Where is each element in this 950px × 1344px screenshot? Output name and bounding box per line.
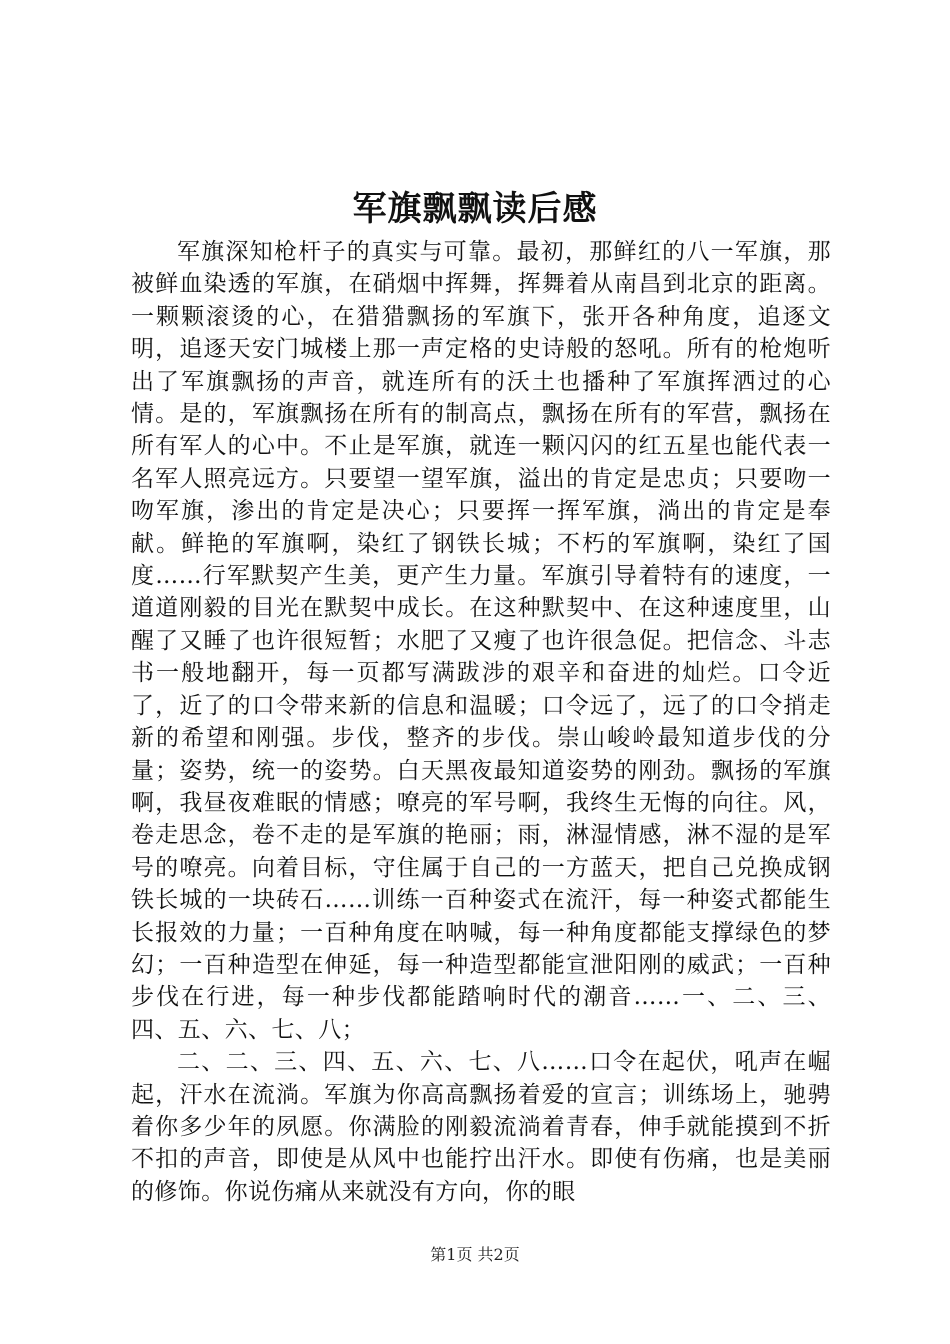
paragraph-1: 军旗深知枪杆子的真实与可靠。最初，那鲜红的八一军旗，那被鲜血染透的军旗，在硝烟中挥舞，挥舞着从南昌到北京的距离。一颗颗滚烫的心，在猎猎飘扬的军旗下，张开各种角度，追逐文明，追逐天安门城楼上那一声定格的史诗般的怒吼。所有的枪炮听出了军旗飘扬的声音，就连所有的沃土也播种了军旗挥洒过的心情。是的，军旗飘扬在所有的制高点，飘扬在所有的军营，飘扬在所有军人的心中。不止是军旗，就连一颗闪闪的红五星也能代表一名军人照亮远方。只要望一望军旗，溢出的肯定是忠贞；只要吻一吻军旗，渗出的肯定是决心；只要挥一挥军旗，淌出的肯定是奉献。鲜艳的军旗啊，染红了钢铁长城；不朽的军旗啊，染红了国度……行军默契产生美，更产生力量。军旗引导着特有的速度，一道道刚毅的目光在默契中成长。在这种默契中、在这种速度里，山醒了又睡了也许很短暂；水肥了又瘦了也许很急促。把信念、斗志书一般地翻开，每一页都写满跋涉的艰辛和奋进的灿烂。口令近了，近了的口令带来新的信息和温暖；口令远了，远了的口令捎走新的希望和刚强。步伐，整齐的步伐。崇山峻岭最知道步伐的分量；姿势，统一的姿势。白天黑夜最知道姿势的刚劲。飘扬的军旗啊，我昼夜难眠的情感；嘹亮的军号啊，我终生无悔的向往。风，卷走思念，卷不走的是军旗的艳丽；雨，淋湿情感，淋不湿的是军号的嘹亮。向着目标，守住属于自己的一方蓝天，把自己兑换成钢铁长城的一块砖石……训练一百种姿式在流汗，每一种姿式都能生长报效的力量；一百种角度在呐喊，每一种角度都能支撑绿色的梦幻；一百种造型在伸延，每一种造型都能宣泄阳刚的威武；一百种步伐在行进，每一种步伐都能踏响时代的潮音……一、二、三、四、五、六、七、八； bbox=[131, 239, 831, 1043]
paragraph-2: 二、二、三、四、五、六、七、八……口令在起伏，吼声在崛起，汗水在流淌。军旗为你高高飘扬着爱的宣言；训练场上，驰骋着你多少年的夙愿。你满脸的刚毅流淌着青春，伸手就能摸到不折不扣的声音，即使是从风中也能拧出汗水。即使有伤痛，也是美丽的修饰。你说伤痛从来就没有方向，你的眼 bbox=[131, 1049, 831, 1205]
page-number-footer: 第1页 共2页 bbox=[430, 1245, 520, 1264]
document-title: 军旗飘飘读后感 bbox=[352, 189, 598, 229]
document-body bbox=[131, 236, 831, 1208]
